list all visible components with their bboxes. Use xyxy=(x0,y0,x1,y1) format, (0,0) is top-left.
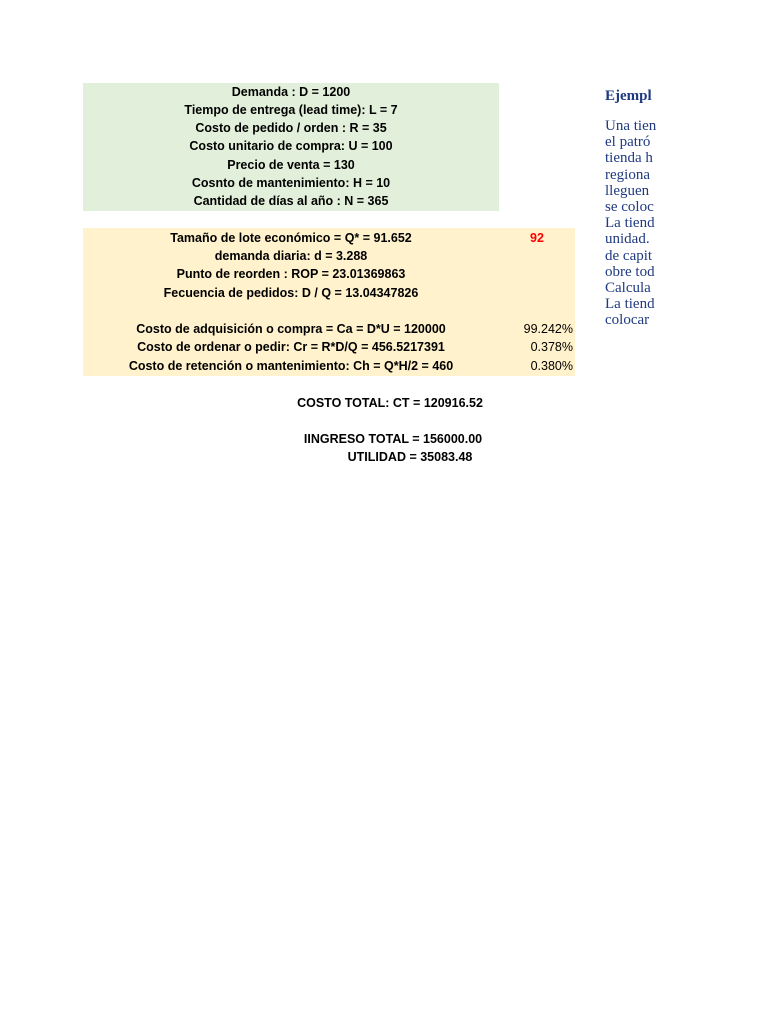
example-line: unidad. xyxy=(605,231,650,248)
eoq-cell[interactable]: Tamaño de lote económico = Q* = 91.652 xyxy=(170,231,412,245)
acquisition-pct-cell[interactable]: 99.242% xyxy=(523,322,573,336)
example-line: La tiend xyxy=(605,296,655,313)
example-line: Una tien xyxy=(605,118,657,134)
lead-time-cell[interactable]: Tiempo de entrega (lead time): L = 7 xyxy=(184,103,398,117)
daily-demand-cell[interactable]: demanda diaria: d = 3.288 xyxy=(214,249,368,263)
example-line: lleguen xyxy=(605,182,650,199)
eoq-rounded-cell[interactable]: 92 xyxy=(530,231,544,245)
example-line: el patró xyxy=(605,134,651,151)
holding-cost-total-cell[interactable]: Costo de retención o mantenimiento: Ch = Q*H/2 = 460 xyxy=(128,359,454,373)
holding-cost-cell[interactable]: Cosnto de mantenimiento: H = 10 xyxy=(191,176,391,190)
sale-price-cell[interactable]: Precio de venta = 130 xyxy=(227,158,355,172)
example-line: obre tod xyxy=(605,263,655,280)
ordering-pct-cell[interactable]: 0.378% xyxy=(530,340,573,354)
days-per-year-cell[interactable]: Cantidad de días al año : N = 365 xyxy=(193,194,389,208)
example-line: colocar xyxy=(605,312,650,329)
example-line: La tiend xyxy=(605,215,655,232)
example-line: regiona xyxy=(605,166,650,183)
unit-cost-cell[interactable]: Costo unitario de compra: U = 100 xyxy=(189,139,393,153)
ordering-cost-cell[interactable]: Costo de ordenar o pedir: Cr = R*D/Q = 456.5217391 xyxy=(137,340,445,354)
order-frequency-cell[interactable]: Fecuencia de pedidos: D / Q = 13.04347826 xyxy=(163,286,419,300)
example-line: tienda h xyxy=(605,150,653,167)
example-line: se coloc xyxy=(605,198,654,215)
example-line: Calcula xyxy=(605,279,651,296)
example-line: de capit xyxy=(605,247,653,264)
example-title: Ejempl xyxy=(605,88,652,104)
acquisition-cost-cell[interactable]: Costo de adquisición o compra = Ca = D*U = 120000 xyxy=(136,322,446,336)
total-cost-cell[interactable]: COSTO TOTAL: CT = 120916.52 xyxy=(297,396,483,410)
example-textbox xyxy=(605,86,768,328)
profit-cell[interactable]: UTILIDAD = 35083.48 xyxy=(347,450,473,464)
holding-pct-cell[interactable]: 0.380% xyxy=(530,359,573,373)
total-income-cell[interactable]: IINGRESO TOTAL = 156000.00 xyxy=(303,432,483,446)
reorder-point-cell[interactable]: Punto de reorden : ROP = 23.01369863 xyxy=(176,267,406,281)
demand-cell[interactable]: Demanda : D = 1200 xyxy=(231,85,351,99)
order-cost-cell[interactable]: Costo de pedido / orden : R = 35 xyxy=(195,121,387,135)
